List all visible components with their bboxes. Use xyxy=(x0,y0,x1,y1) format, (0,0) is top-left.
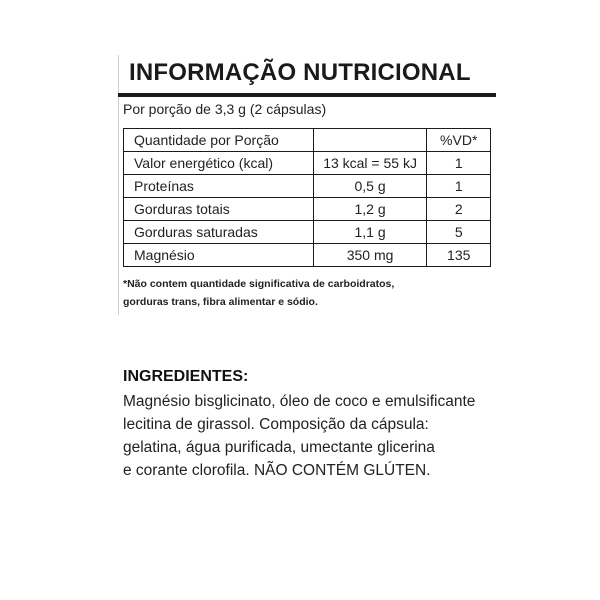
header-label: Quantidade por Porção xyxy=(124,129,314,152)
row-dv: 1 xyxy=(427,175,491,198)
row-label: Gorduras totais xyxy=(124,198,314,221)
ingredients-line: Magnésio bisglicinato, óleo de coco e emulsificante xyxy=(123,393,476,410)
row-dv: 5 xyxy=(427,221,491,244)
serving-size: Por porção de 3,3 g (2 cápsulas) xyxy=(123,101,327,117)
row-amount: 350 mg xyxy=(313,244,427,267)
ingredients-line: e corante clorofila. NÃO CONTÉM GLÚTEN. xyxy=(123,462,431,479)
row-amount: 1,1 g xyxy=(313,221,427,244)
title-rule xyxy=(118,93,496,97)
ingredients-line: gelatina, água purificada, umectante glicerina xyxy=(123,439,435,456)
table-row xyxy=(124,152,491,175)
nutrition-title: INFORMAÇÃO NUTRICIONAL xyxy=(129,59,471,86)
table-row xyxy=(124,175,491,198)
nutrition-footnote xyxy=(123,275,453,311)
footnote-line: *Não contem quantidade significativa de carboidratos, xyxy=(123,278,395,290)
row-dv: 2 xyxy=(427,198,491,221)
row-amount: 1,2 g xyxy=(313,198,427,221)
row-label: Valor energético (kcal) xyxy=(124,152,314,175)
table-row xyxy=(124,244,491,267)
row-amount: 0,5 g xyxy=(313,175,427,198)
table-row xyxy=(124,221,491,244)
ingredients-text xyxy=(123,390,523,482)
table-header-row xyxy=(124,129,491,152)
nutrition-table xyxy=(123,128,491,267)
header-amount xyxy=(313,129,427,152)
row-label: Proteínas xyxy=(124,175,314,198)
ingredients-title: INGREDIENTES: xyxy=(123,368,249,385)
row-label: Magnésio xyxy=(124,244,314,267)
row-dv: 1 xyxy=(427,152,491,175)
row-dv: 135 xyxy=(427,244,491,267)
table-row xyxy=(124,198,491,221)
header-dv: %VD* xyxy=(427,129,491,152)
row-label: Gorduras saturadas xyxy=(124,221,314,244)
footnote-line: gorduras trans, fibra alimentar e sódio. xyxy=(123,296,318,308)
ingredients-line: lecitina de girassol. Composição da cápsula: xyxy=(123,416,429,433)
row-amount: 13 kcal = 55 kJ xyxy=(313,152,427,175)
